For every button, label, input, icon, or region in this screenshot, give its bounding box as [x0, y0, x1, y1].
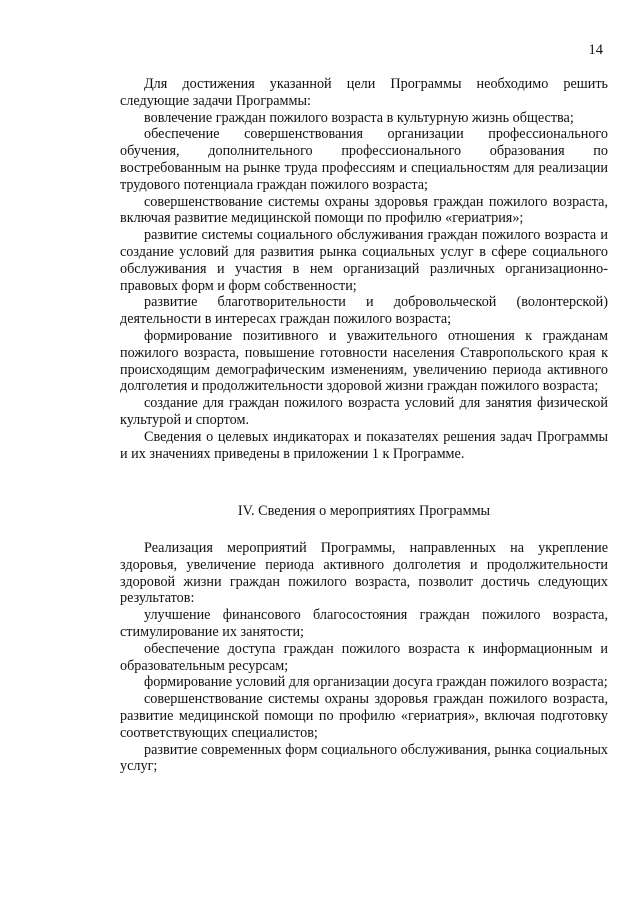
paragraph: обеспечение доступа граждан пожилого возраста к информационным и образовательным ресурсам;	[120, 640, 608, 674]
paragraph: Сведения о целевых индикаторах и показателях решения задач Программы и их значениях приведены в приложении 1 к Программе.	[120, 428, 608, 462]
tasks-section	[120, 76, 608, 462]
paragraph: Реализация мероприятий Программы, направленных на укрепление здоровья, увеличение периода активного долголетия и продолжительности здоровой жизни граждан пожилого возраста, позволит достичь следующих результатов:	[120, 540, 608, 607]
page-number: 14	[588, 42, 603, 58]
paragraph: формирование условий для организации досуга граждан пожилого возраста;	[144, 674, 608, 691]
paragraph: совершенствование системы охраны здоровья граждан пожилого возраста, развитие медицинской помощи по профилю «гериатрия», включая подготовку соответствующих специалистов;	[120, 691, 608, 741]
paragraph: Для достижения указанной цели Программы необходимо решить следующие задачи Программы:	[120, 76, 608, 109]
paragraph: развитие современных форм социального обслуживания, рынка социальных услуг;	[120, 741, 608, 775]
section-heading: IV. Сведения о мероприятиях Программы	[237, 503, 491, 519]
paragraph: вовлечение граждан пожилого возраста в культурную жизнь общества;	[144, 109, 574, 126]
paragraph: развитие системы социального обслуживания граждан пожилого возраста и создание условий для развития рынка социальных услуг в сфере социального обслуживания и участия в нем организаций различных организационно-правовых форм и форм собственности;	[120, 227, 608, 294]
paragraph: создание для граждан пожилого возраста условий для занятия физической культурой и спортом.	[120, 395, 608, 428]
paragraph: обеспечение совершенствования организации профессионального обучения, дополнительного профессионального образования по востребованным на рынке труда профессиям и специальностям для реализации трудового потенциала граждан пожилого возраста;	[120, 126, 608, 193]
paragraph: развитие благотворительности и добровольческой (волонтерской) деятельности в интересах граждан пожилого возраста;	[120, 294, 608, 328]
paragraph: совершенствование системы охраны здоровья граждан пожилого возраста, включая развитие медицинской помощи по профилю «гериатрия»;	[120, 193, 608, 227]
paragraph: формирование позитивного и уважительного отношения к гражданам пожилого возраста, повышение готовности населения Ставропольского края к происходящим демографическим изменениям, увеличению периода активного долголетия и продолжительности здоровой жизни граждан пожилого возраста;	[120, 327, 608, 395]
paragraph: улучшение финансового благосостояния граждан пожилого возраста, стимулирование их занятости;	[120, 607, 608, 640]
measures-section	[120, 540, 608, 775]
